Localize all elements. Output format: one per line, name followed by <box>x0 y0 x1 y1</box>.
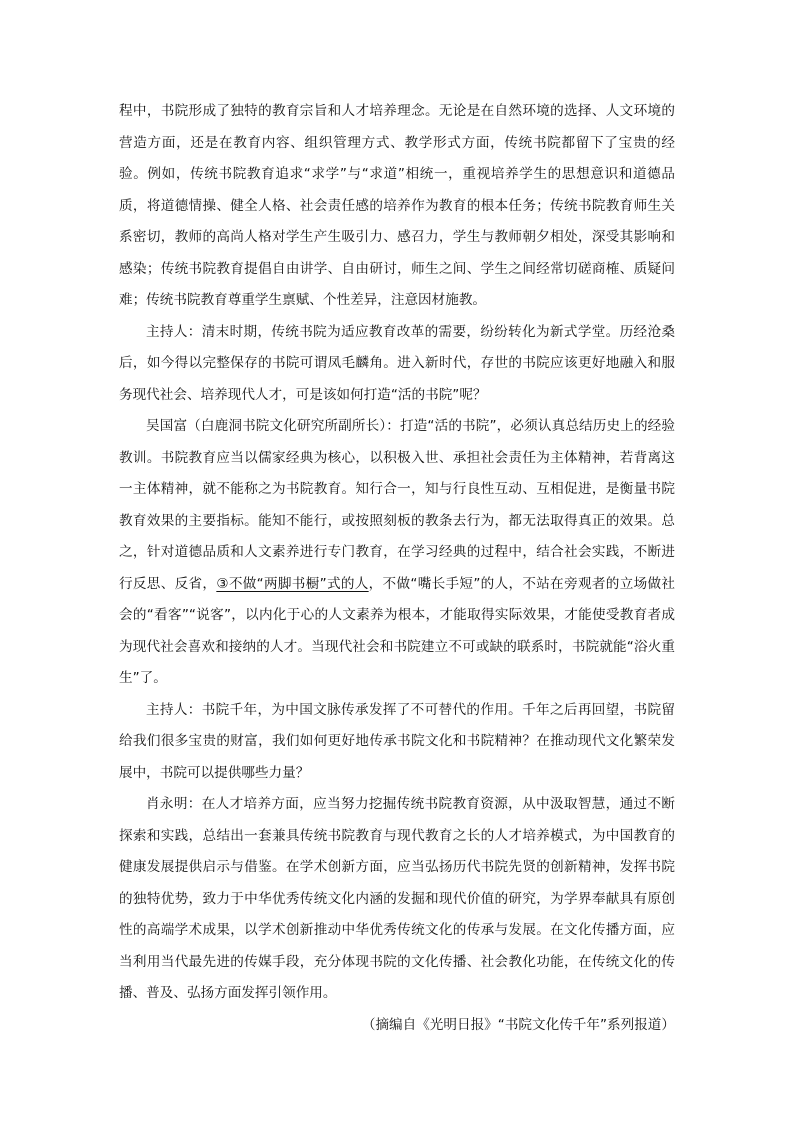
paragraph-host-question-1: 主持人：清末时期，传统书院为适应教育改革的需要，纷纷转化为新式学堂。历经沧桑后，如今得以完整保存的书院可谓凤毛麟角。进入新时代，存世的书院应该更好地融入和服务现代社会、培养现代人才，可是该如何打造“活的书院”呢？ <box>119 323 675 403</box>
document-page <box>119 96 675 1041</box>
paragraph-intro-continuation: 程中，书院形成了独特的教育宗旨和人才培养理念。无论是在自然环境的选择、人文环境的营造方面，还是在教育内容、组织管理方式、教学形式方面，传统书院都留下了宝贵的经验。例如，传统书院教育追求“求学”与“求道”相统一，重视培养学生的思想意识和道德品质，将道德情操、健全人格、社会责任感的培养作为教育的根本任务；传统书院教育师生关系密切，教师的高尚人格对学生产生吸引力、感召力，学生与教师朝夕相处，深受其影响和感染；传统书院教育提倡自由讲学、自由研讨，师生之间、学生之间经常切磋商榷、质疑问难；传统书院教育尊重学生禀赋、个性差异，注意因材施教。 <box>119 103 675 308</box>
paragraph-wu-guofu-answer <box>119 411 675 695</box>
paragraph-host-question-2: 主持人：书院千年，为中国文脉传承发挥了不可替代的作用。千年之后再回望，书院留给我们很多宝贵的财富，我们如何更好地传承书院文化和书院精神？在推动现代文化繁荣发展中，书院可以提供哪些力量？ <box>119 701 675 781</box>
paragraph-xiao-yongming-answer: 肖永明：在人才培养方面，应当努力挖掘传统书院教育资源，从中汲取智慧，通过不断探索和实践，总结出一套兼具传统书院教育与现代教育之长的人才培养模式，为中国教育的健康发展提供启示与借鉴。在学术创新方面，应当弘扬历代书院先贤的创新精神，发挥书院的独特优势，致力于中华优秀传统文化内涵的发掘和现代价值的研究，为学界奉献具有原创性的高端学术成果，以学术创新推动中华优秀传统文化的传承与发展。在文化传播方面，应当利用当代最先进的传媒手段，充分体现书院的文化传播、社会教化功能，在传统文化的传播、普及、弘扬方面发挥引领作用。 <box>119 796 675 1001</box>
source-citation: （摘编自《光明日报》“书院文化传千年”系列报道） <box>361 1016 675 1033</box>
answer-text-part-1: 吴国富（白鹿洞书院文化研究所副所长）：打造“活的书院”，必须认真总结历史上的经验教训。书院教育应当以儒家经典为核心，以积极入世、承担社会责任为主体精神，若背离这一主体精神，就不能称之为书院教育。知行合一，知与行良性互动、互相促进，是衡量书院教育效果的主要指标。能知不能行，或按照刻板的教条去行为，都无法取得真正的效果。总之，针对道德品质和人文素养进行专门教育，在学习经典的过程中，结合社会实践，不断进行反思、反省， <box>119 418 675 592</box>
answer-text-part-2: ，不做“嘴长手短”的人，不站在旁观者的立场做社会的“看客”“说客”，以内化于心的人文素养为根本，才能取得实际效果，才能使受教育者成为现代社会喜欢和接纳的人才。当现代社会和书院建立不可或缺的联系时，书院就能“浴火重生”了。 <box>119 575 675 686</box>
underlined-sentence-3: ③不做“两脚书橱”式的人 <box>216 575 369 592</box>
